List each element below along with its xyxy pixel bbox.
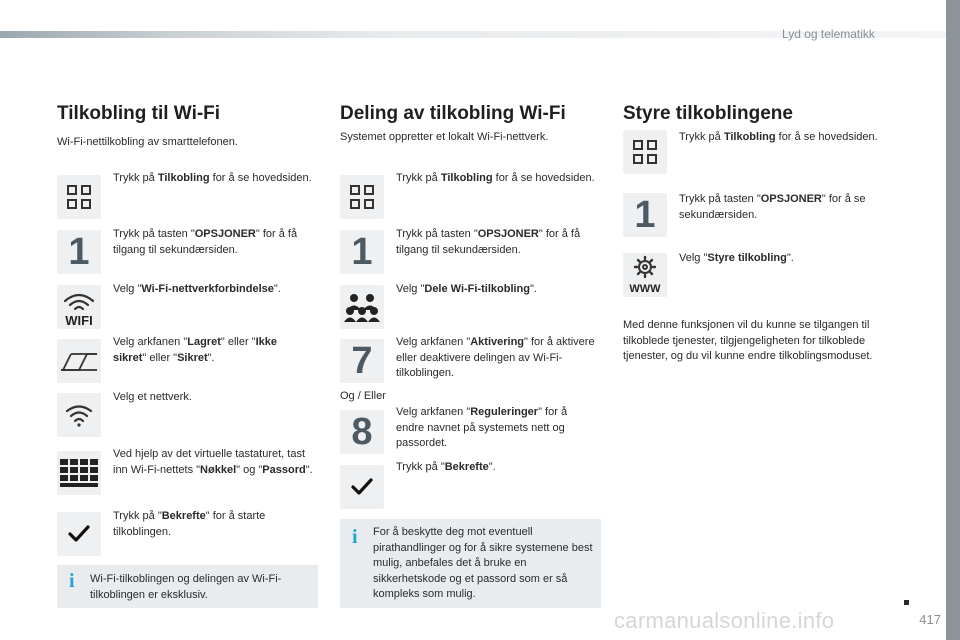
col3-paragraph: Med denne funksjonen vil du kunne se tilgangen til tilkoblede tjenester, tilgjengeligheten for tilkoblede tjenester, og du vil kunne endre tilkoblingsmoduset. <box>623 319 873 362</box>
info-icon: i <box>352 526 358 548</box>
watermark: carmanualsonline.info <box>614 608 835 633</box>
tab-folder-icon <box>57 339 101 383</box>
col2-info-note <box>340 519 601 608</box>
svg-text:WIFI: WIFI <box>65 313 93 327</box>
col3-step2: Trykk på tasten "OPSJONER" for å se sekundærsiden. <box>679 193 866 221</box>
col1-step4: Velg arkfanen "Lagret" eller "Ikke sikret" eller "Sikret". <box>113 336 277 364</box>
or-separator: Og / Eller <box>340 390 386 402</box>
wifi-signal-icon <box>57 393 101 437</box>
checkmark-icon <box>340 465 384 509</box>
step-number-badge: 1 <box>340 230 384 274</box>
people-group-icon <box>340 285 384 329</box>
grid-icon <box>57 175 101 219</box>
page-marker <box>904 600 909 605</box>
col2-step1: Trykk på Tilkobling for å se hovedsiden. <box>396 172 595 184</box>
section-header: Lyd og telematikk <box>782 27 875 41</box>
col1-step6: Ved hjelp av det virtuelle tastaturet, tast inn Wi-Fi-nettets "Nøkkel" og "Passord". <box>113 448 313 476</box>
svg-text:WWW: WWW <box>629 283 661 295</box>
col1-note-text: Wi-Fi-tilkoblingen og delingen av Wi-Fi-tilkoblingen er eksklusiv. <box>90 573 282 601</box>
col2-intro: Systemet oppretter et lokalt Wi-Fi-nettverk. <box>340 131 549 143</box>
col2-note-text: For å beskytte deg mot eventuell pirathandlinger og for å sikre systemene best mulig, anbefales det å bruke en sikkerhetskode og et passord som er så kompleks som mulig. <box>373 526 593 600</box>
col2-step3: Velg "Dele Wi-Fi-tilkobling". <box>396 283 537 295</box>
col1-step3: Velg "Wi-Fi-nettverkforbindelse". <box>113 283 281 295</box>
grid-icon <box>623 130 667 174</box>
gear-www-icon <box>623 253 667 297</box>
step-number-badge: 7 <box>340 339 384 383</box>
col1-step1: Trykk på Tilkobling for å se hovedsiden. <box>113 172 312 184</box>
col2-step2: Trykk på tasten "OPSJONER" for å få tilgang til sekundærsiden. <box>396 228 581 256</box>
col1-title: Tilkobling til Wi-Fi <box>57 103 221 124</box>
col2-step4: Velg arkfanen "Aktivering" for å aktivere eller deaktivere delingen av Wi-Fi-tilkoblingen. <box>396 336 595 379</box>
step-number-badge: 1 <box>623 193 667 237</box>
keyboard-icon <box>57 451 101 495</box>
col1-step7: Trykk på "Bekrefte" for å starte tilkoblingen. <box>113 510 266 538</box>
col3-step3: Velg "Styre tilkobling". <box>679 252 794 264</box>
wifi-label-icon <box>57 285 101 329</box>
col2-title: Deling av tilkobling Wi-Fi <box>340 103 566 124</box>
page-number: 417 <box>919 612 941 627</box>
col2-step5: Velg arkfanen "Reguleringer" for å endre navnet på systemets nett og passordet. <box>396 406 568 449</box>
step-number-badge: 1 <box>57 230 101 274</box>
grid-icon <box>340 175 384 219</box>
col1-info-note <box>57 565 318 608</box>
step-number-badge: 8 <box>340 410 384 454</box>
col3-step1: Trykk på Tilkobling for å se hovedsiden. <box>679 131 878 143</box>
right-edge-bar <box>946 0 960 640</box>
checkmark-icon <box>57 512 101 556</box>
col2-step6: Trykk på "Bekrefte". <box>396 461 496 473</box>
col1-intro: Wi-Fi-nettilkobling av smarttelefonen. <box>57 136 238 148</box>
col1-step2: Trykk på tasten "OPSJONER" for å få tilgang til sekundærsiden. <box>113 228 298 256</box>
info-icon: i <box>69 570 75 592</box>
col3-title: Styre tilkoblingene <box>623 103 793 124</box>
col1-step5: Velg et nettverk. <box>113 391 192 403</box>
